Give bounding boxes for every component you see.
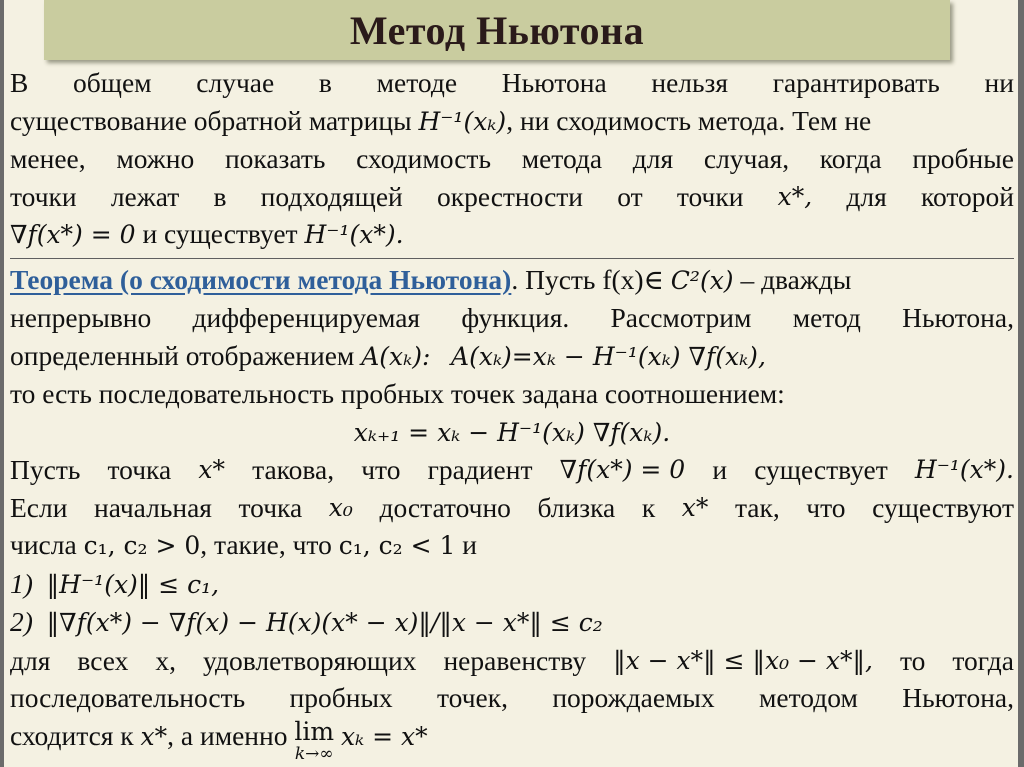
intro-line-3: менее, можно показать сходимость метода для случая, когда пробные	[10, 143, 1014, 174]
theorem-line-8: числа c₁, c₂ > 0, такие, что c₁, c₂ < 1 и	[10, 529, 477, 560]
title-band	[44, 0, 950, 60]
intro-line-5: ∇f(x*) = 0 и существует H⁻¹(x*).	[10, 218, 404, 249]
condition-2: 2) ‖∇f(x*) − ∇f(x) − H(x)(x* − x)‖/‖x − x*‖ ≤ c₂	[10, 606, 603, 637]
mapping-a: A(xₖ):	[361, 341, 431, 371]
newton-formula	[10, 413, 1014, 452]
slide-content	[10, 64, 1014, 762]
section-divider	[10, 258, 1014, 259]
intro-line-2: существование обратной матрицы H⁻¹(xₖ), ни сходимость метода. Тем не	[10, 104, 872, 136]
x-star: x*,	[777, 181, 813, 211]
page-title: Метод Ньютона	[349, 7, 645, 53]
theorem-line-1: Теорема (о сходимости метода Ньютона). Пусть f(x)∈ C²(x) – дважды	[10, 263, 852, 295]
constants-less-one: c₁, c₂ < 1	[338, 531, 456, 560]
inverse-hessian-xk: H⁻¹(xₖ)	[418, 106, 507, 136]
inverse-hessian-xstar: H⁻¹(x*).	[304, 220, 404, 249]
intro-line-1: В общем случае в методе Ньютона нельзя гарантировать ни	[10, 67, 1014, 98]
constants-positive: c₁, c₂ > 0	[83, 531, 201, 560]
page-edge-right	[1018, 0, 1024, 767]
newton-iteration: xₖ₊₁ = xₖ − H⁻¹(xₖ) ∇f(xₖ).	[353, 417, 671, 447]
theorem-line-2: непрерывно дифференцируемая функция. Рассмотрим метод Ньютона,	[10, 302, 1014, 333]
theorem-line-3: определенный отображением A(xₖ): A(xₖ)=xₖ − H⁻¹(xₖ) ∇f(xₖ),	[10, 339, 766, 371]
condition-1: 1) ‖H⁻¹(x)‖ ≤ c₁,	[10, 567, 220, 599]
limit-expression: xₖ = x*	[340, 721, 428, 751]
mapping-definition: A(xₖ)=xₖ − H⁻¹(xₖ) ∇f(xₖ),	[451, 341, 766, 371]
page-edge-left	[0, 0, 4, 767]
c2-class: C²(x)	[670, 265, 734, 295]
theorem-link[interactable]: Теорема (о сходимости метода Ньютона)	[10, 263, 512, 295]
theorem-line-12: последовательность пробных точек, порождаемых методом Ньютона,	[10, 682, 1014, 713]
theorem-line-13: сходится к x*, а именно lim k→∞ xₖ = x*	[10, 716, 428, 764]
theorem-line-7: Если начальная точка x₀ достаточно близка к x* так, что существуют	[10, 491, 1014, 523]
gradient-zero: ∇f(x*) = 0	[10, 220, 136, 249]
intro-line-4: точки лежат в подходящей окрестности от точки x*, для которой	[10, 178, 1014, 216]
theorem-line-4: то есть последовательность пробных точек задана соотношением:	[10, 378, 785, 409]
limit-operator: lim k→∞	[294, 716, 335, 764]
theorem-line-11: для всех x, удовлетворяющих неравенству ‖x − x*‖ ≤ ‖x₀ − x*‖, то тогда	[10, 644, 1014, 676]
theorem-line-6: Пусть точка x* такова, что градиент ∇f(x*) = 0 и существует H⁻¹(x*).	[10, 454, 1014, 485]
